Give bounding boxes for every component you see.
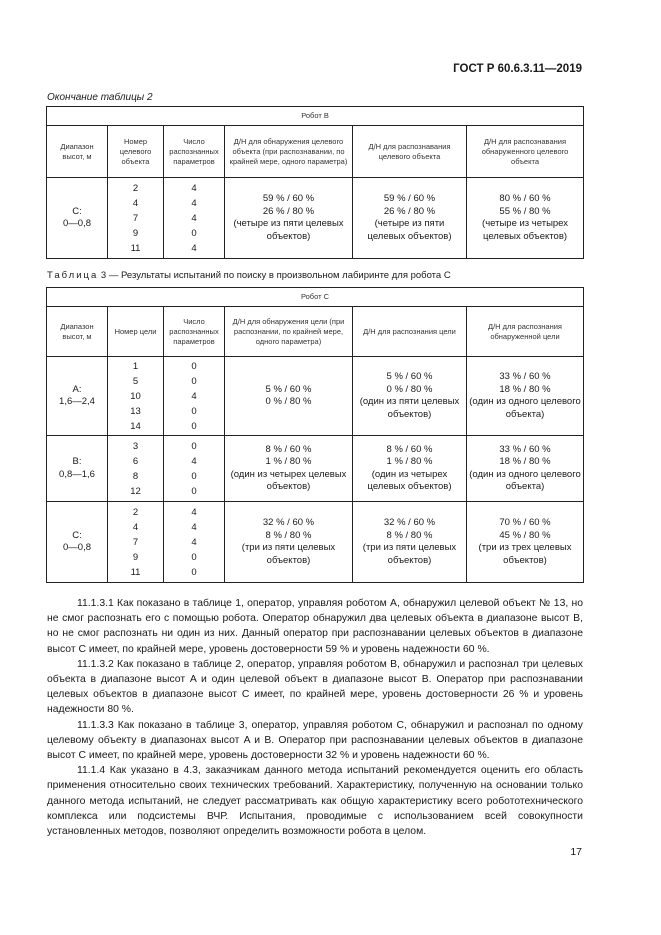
table2-col-detect: Д/Н для обнаружения целевого объекта (при распознавании, по крайней мере, одного параметра) (225, 126, 353, 178)
recog-detected-cell: 80 % / 60 % 55 % / 80 % (четыре из четырех целевых объектов) (467, 178, 584, 259)
table3-robot-header: Робот C (47, 288, 584, 307)
table2-robot-header: Робот B (47, 107, 584, 126)
table2-col-recog: Д/Н для распознавания целевого объекта (353, 126, 467, 178)
params-cell: 0 4 0 0 (164, 436, 225, 502)
detect-cell: 59 % / 60 % 26 % / 80 % (четыре из пяти целевых объектов) (225, 178, 353, 259)
paragraph-11-1-4: 11.1.4 Как указано в 4.3, заказчикам данного метода испытаний рекомендуется оценить его область применения относительно своих технических требований. Характеристику, полученную на основании только данного метода испытаний, не следует рассматривать как общую характеристику всего робототехнического комплекса или подсистемы ВЧР. Испытания, проводимые с использованием всей совокупности установленных методов, позволяют определить возможности робота в целом. (47, 765, 583, 838)
range-cell: B: 0,8—1,6 (47, 436, 108, 502)
paragraph-11-1-3-2: 11.1.3.2 Как показано в таблице 2, оператор, управляя роботом B, обнаружил и распознал три целевых объекта в диапазоне высот A и один целевой объект в диапазоне высот B. Оператор при распознавании целевых объектов в диапазоне высот C имеет, по крайней мере, уровень достоверности 26 % и уровень надежности 80 %. (47, 658, 583, 716)
recog-detected-cell: 33 % / 60 % 18 % / 80 % (один из одного целевого объекта) (467, 436, 584, 502)
recog-cell: 59 % / 60 % 26 % / 80 % (четыре из пяти целевых объектов) (353, 178, 467, 259)
table2-col-range: Диапазон высот, м (47, 126, 108, 178)
range-cell: C: 0—0,8 (47, 502, 108, 583)
params-cell: 4 4 4 0 0 (164, 502, 225, 583)
target-cell: 3 6 8 12 (108, 436, 164, 502)
detect-cell: 32 % / 60 % 8 % / 80 % (три из пяти целевых объектов) (225, 502, 353, 583)
table2-col-params: Число распознанных параметров (164, 126, 225, 178)
document-header: ГОСТ Р 60.6.3.11—2019 (453, 63, 582, 75)
target-cell: 2 4 7 9 11 (108, 502, 164, 583)
range-cell: A: 1,6—2,4 (47, 357, 108, 436)
table3 (46, 287, 584, 583)
detect-cell: 5 % / 60 % 0 % / 80 % (225, 357, 353, 436)
table3-caption (47, 270, 451, 281)
paragraph-11-1-3-1: 11.1.3.1 Как показано в таблице 1, оператор, управляя роботом A, обнаружил целевой объект № 13, но не смог распознать его с помощью робота. Оператор обнаружил два целевых объекта в диапазоне высот B, но не смог распознать ни один из них. Данный оператор при распознавании целевых объектов в диапазоне высот C имеет, по крайней мере, уровень достоверности 59 % и уровень надежности 60 %. (47, 598, 583, 655)
target-cell: 1 5 10 13 14 (108, 357, 164, 436)
table2 (46, 106, 584, 259)
table3-col-range: Диапазон высот, м (47, 307, 108, 357)
table-row (47, 357, 584, 436)
table3-col-target: Номер цели (108, 307, 164, 357)
detect-cell: 8 % / 60 % 1 % / 80 % (один из четырех целевых объектов) (225, 436, 353, 502)
table3-caption-text: 3 — Результаты испытаний по поиску в произвольном лабиринте для робота C (100, 270, 451, 281)
table3-caption-prefix: Таблица (47, 270, 99, 281)
recog-cell: 5 % / 60 % 0 % / 80 % (один из пяти целевых объектов) (353, 357, 467, 436)
range-cell: C: 0—0,8 (47, 178, 108, 259)
page-number: 17 (570, 846, 582, 858)
table2-col-recog-detected: Д/Н для распознавания обнаруженного целевого объекта (467, 126, 584, 178)
table3-col-recog: Д/Н для распознания цели (353, 307, 467, 357)
recog-cell: 32 % / 60 % 8 % / 80 % (три из пяти целевых объектов) (353, 502, 467, 583)
table3-col-recog-detected: Д/Н для распознания обнаруженной цели (467, 307, 584, 357)
recog-cell: 8 % / 60 % 1 % / 80 % (один из четырех целевых объектов) (353, 436, 467, 502)
table3-col-detect: Д/Н для обнаружения цели (при распознании, по крайней мере, одного параметра) (225, 307, 353, 357)
table2-caption: Окончание таблицы 2 (47, 92, 153, 103)
table-row (47, 436, 584, 502)
table-row (47, 178, 584, 259)
recog-detected-cell: 70 % / 60 % 45 % / 80 % (три из трех целевых объектов) (467, 502, 584, 583)
recog-detected-cell: 33 % / 60 % 18 % / 80 % (один из одного целевого объекта) (467, 357, 584, 436)
paragraph-11-1-3-3: 11.1.3.3 Как показано в таблице 3, оператор, управляя роботом C, обнаружил и распознал по одному целевому объекту в диапазонах высот A и B. Оператор при распознавании целевых объектов в диапазоне высот C имеет, по крайней мере, уровень достоверности 32 % и уровень надежности 60 %. (47, 719, 583, 762)
params-cell: 0 0 4 0 0 (164, 357, 225, 436)
target-cell: 2 4 7 9 11 (108, 178, 164, 259)
table-row (47, 502, 584, 583)
table3-col-params: Число распознанных параметров (164, 307, 225, 357)
body-text (47, 596, 583, 839)
params-cell: 4 4 4 0 4 (164, 178, 225, 259)
table2-col-target: Номер целевого объекта (108, 126, 164, 178)
